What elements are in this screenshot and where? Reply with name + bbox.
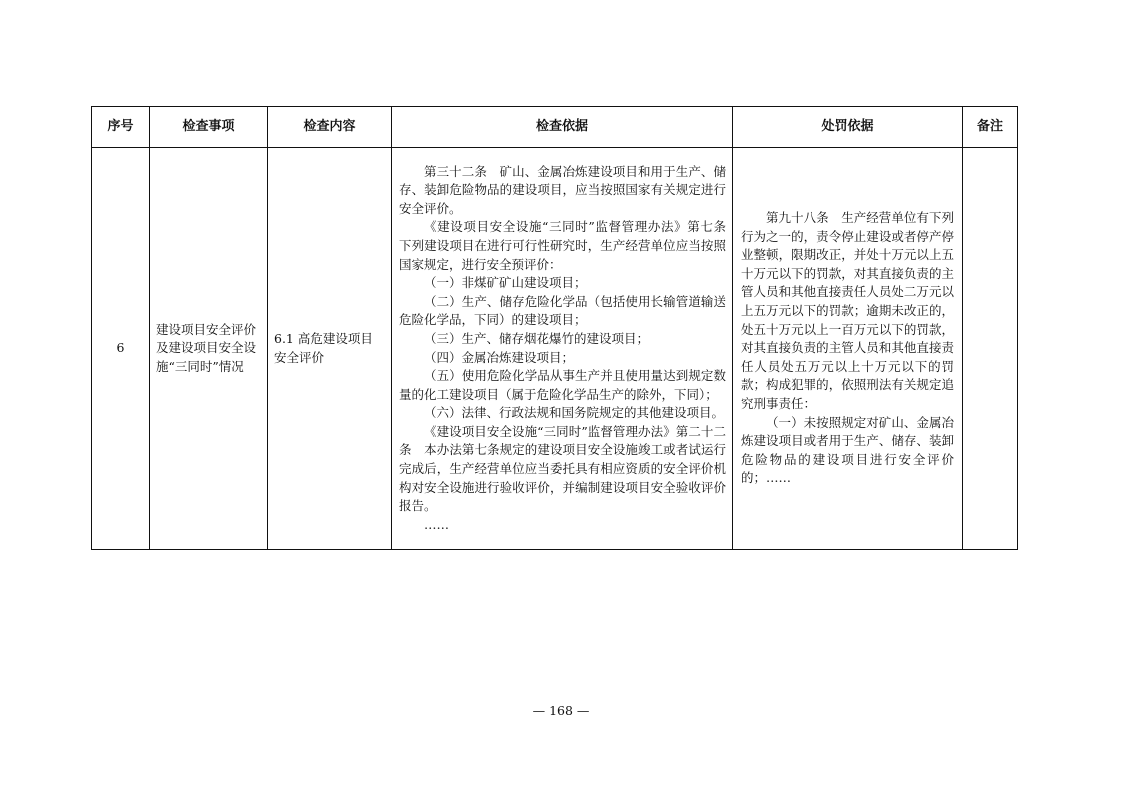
penalty-paragraph: （一）未按照规定对矿山、金属冶炼建设项目或者用于生产、储存、装卸危险物品的建设项目进行安全评价的；…… — [741, 414, 954, 486]
basis-paragraph: 《建设项目安全设施“三同时”监督管理办法》第二十二条 本办法第七条规定的建设项目安全设施竣工或者试运行完成后，生产经营单位应当委托具有相应资质的安全评价机构对安全设施进行验收评价，并编制建设项目安全验收评价报告。 — [399, 423, 726, 514]
basis-paragraph: （一）非煤矿矿山建设项目； — [424, 275, 587, 291]
basis-paragraph: （三）生产、储存烟花爆竹的建设项目； — [424, 330, 650, 346]
cell-no — [92, 148, 150, 550]
basis-paragraph: （二）生产、储存危险化学品（包括使用长输管道输送危险化学品，下同）的建设项目； — [399, 293, 726, 328]
basis-paragraph: （六）法律、行政法规和国务院规定的其他建设项目。 — [424, 405, 725, 421]
header-content: 检查内容 — [268, 107, 392, 148]
table-header-row — [92, 107, 1018, 148]
inspection-table — [91, 106, 1018, 550]
cell-remark — [963, 148, 1018, 550]
cell-content — [268, 148, 392, 550]
table-row — [92, 148, 1018, 550]
cell-item — [150, 148, 268, 550]
header-penalty: 处罚依据 — [733, 107, 963, 148]
basis-paragraph: 《建设项目安全设施“三同时”监督管理办法》第七条 下列建设项目在进行可行性研究时，生产经营单位应当按照国家规定，进行安全预评价： — [399, 219, 739, 272]
penalty-text-block — [733, 209, 962, 488]
header-item: 检查事项 — [150, 107, 268, 148]
cell-basis — [392, 148, 739, 550]
basis-ellipsis: …… — [424, 516, 449, 532]
basis-text-block — [392, 163, 739, 535]
header-basis: 检查依据 — [392, 107, 733, 148]
header-remark: 备注 — [963, 107, 1018, 148]
header-no: 序号 — [92, 107, 150, 148]
basis-paragraph: 第三十二条 矿山、金属冶炼建设项目和用于生产、储存、装卸危险物品的建设项目，应当按照国家有关规定进行安全评价。 — [399, 163, 726, 216]
cell-penalty — [733, 148, 963, 550]
page-number: — 168 — — [532, 703, 590, 718]
inspection-item-text: 建设项目安全评价及建设项目安全设施“三同时”情况 — [156, 321, 257, 374]
inspection-content-text: 6.1 高危建设项目安全评价 — [274, 330, 373, 365]
basis-paragraph: （四）金属冶炼建设项目； — [424, 349, 575, 365]
row-number: 6 — [116, 340, 125, 356]
basis-paragraph: （五）使用危险化学品从事生产并且使用量达到规定数量的化工建设项目（属于危险化学品生产的除外，下同）； — [399, 368, 726, 402]
penalty-paragraph: 第九十八条 生产经营单位有下列行为之一的，责令停止建设或者停产停业整顿，限期改正，并处十万元以上五十万元以下的罚款，对其直接负责的主管人员和其他直接责任人员处二万元以上五万元以下的罚款；逾期未改正的，处五十万元以上一百万元以下的罚款，对其直接负责的主管人员和其他直接责任人员处五万元以上十万元以下的罚款；构成犯罪的，依照刑法有关规定追究刑事责任： — [741, 210, 954, 411]
